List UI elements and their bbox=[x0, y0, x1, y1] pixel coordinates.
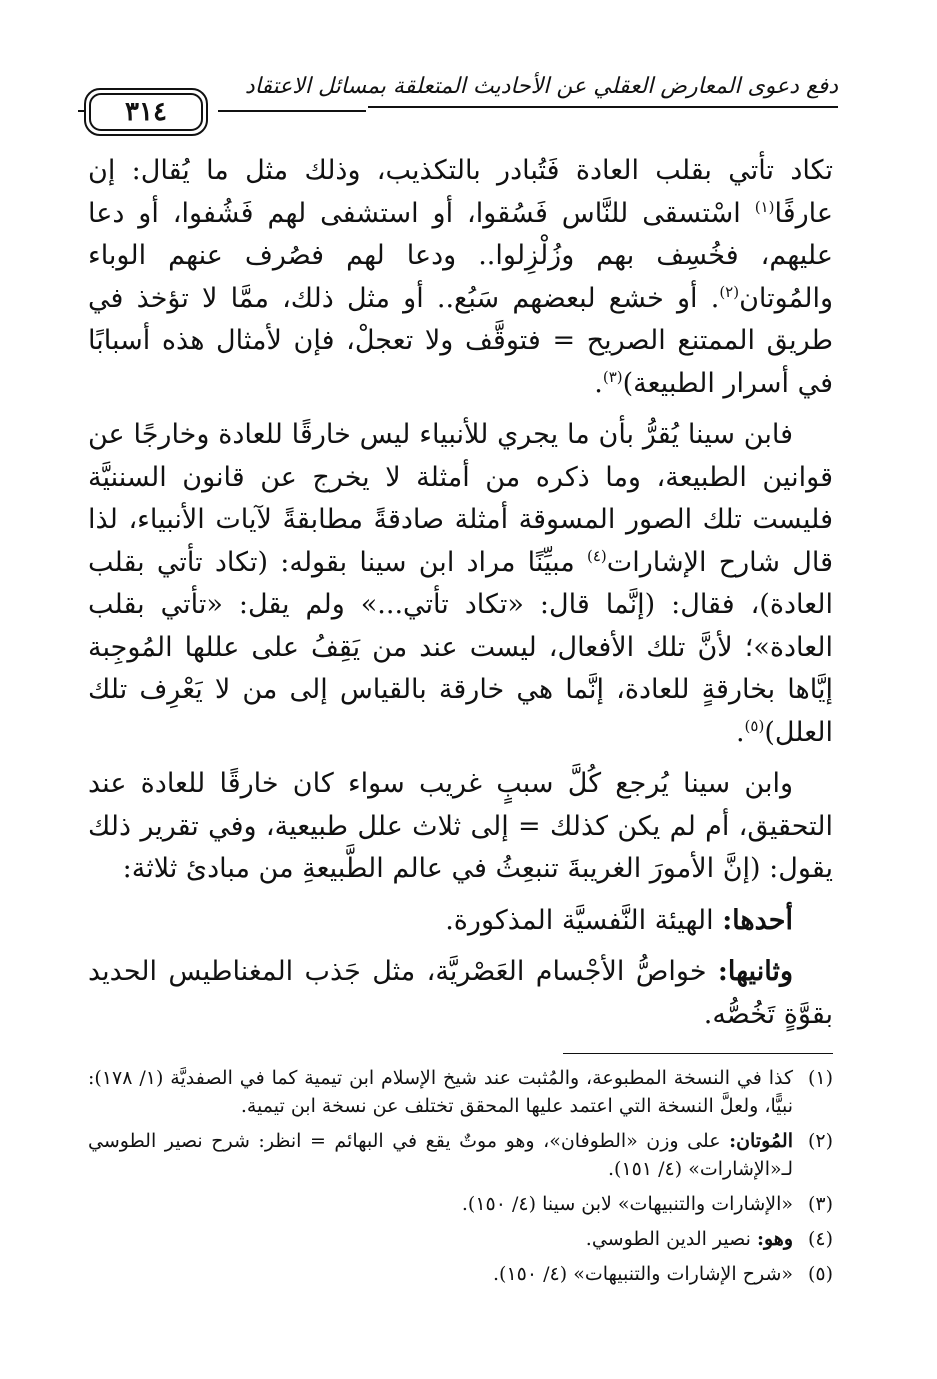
footnote-body: نصير الدين الطوسي. bbox=[585, 1228, 757, 1250]
footnotes bbox=[88, 1064, 833, 1295]
paragraph-1-end: . bbox=[594, 367, 603, 399]
footnote-text bbox=[88, 1127, 793, 1183]
paragraph-2-part1: فابن سينا يُقرُّ بأن ما يجري للأنبياء ليس خارقًا للعادة وخارجًا عن قوانين الطبيعة، وما ذكره من أمثلة لا يخرج عن قانون السننيَّة فليست تلك الصور المسوقة أمثلة صادقةً مطابقةً لآيات الأنبياء، لذا قال شارح الإشارات bbox=[88, 419, 833, 578]
footnote-number: (٤) bbox=[807, 1228, 833, 1250]
footnote bbox=[88, 1190, 833, 1218]
footnote bbox=[88, 1064, 833, 1120]
header-rule bbox=[368, 106, 838, 108]
footnote bbox=[88, 1225, 833, 1253]
footnote-ref-1: (١) bbox=[754, 197, 775, 216]
paragraph-1 bbox=[88, 150, 833, 405]
main-text bbox=[88, 150, 833, 1045]
list-item-text: الهيئة النَّفسيَّة المذكورة. bbox=[445, 904, 723, 936]
footnote bbox=[88, 1127, 833, 1183]
footnote-ref-3: (٣) bbox=[602, 367, 623, 386]
footnote-number: (١) bbox=[807, 1067, 833, 1089]
paragraph-2-part2: مبيِّنًا مراد ابن سينا بقوله: (تكاد تأتي بقلب العادة)، فقال: (إنَّما قال: «تكاد تأتي...» ولم يقل: «تأتي بقلب العادة»؛ لأنَّ تلك الأفعال، ليست عند من يَقِفُ على عللها المُوجِبة إيَّاها بخارقةٍ للعادة، إنَّما هي خارقة بالقياس إلى من لا يَعْرِف تلك العلل) bbox=[88, 546, 833, 748]
page-number-box bbox=[84, 88, 208, 136]
footnote-number: (٥) bbox=[807, 1263, 833, 1285]
paragraph-1-part1: تكاد تأتي بقلب العادة فَتُبادر بالتكذيب، وذلك مثل ما يُقال: إن عارفًا bbox=[88, 155, 833, 229]
footnote-text bbox=[88, 1190, 793, 1218]
footnote-lead: وهو: bbox=[756, 1228, 793, 1250]
page-number-frame bbox=[84, 88, 208, 136]
header-rule-right bbox=[218, 110, 366, 112]
footnote-body: «شرح الإشارات والتنبيهات» (٤/ ١٥٠). bbox=[493, 1263, 793, 1285]
footnote-text bbox=[88, 1260, 793, 1288]
paragraph-3: وابن سينا يُرجع كُلَّ سببٍ غريب سواء كان خارقًا للعادة عند التحقيق، أم لم يكن كذلك = إلى ثلاث علل طبيعية، وفي تقرير ذلك يقول: (إنَّ الأمورَ الغريبةَ تنبعِثُ في عالم الطَّبيعةِ من مبادئ ثلاثة: bbox=[88, 768, 833, 884]
paragraph-1-part3: . أو خشع لبعضهم سَبُع.. أو مثل ذلك، ممَّا لا تؤخذ في طريق الممتنع الصريح = فتوقَّف ولا تعجلْ، فإن لأمثال هذه أسبابًا في أسرار الطبيعة) bbox=[88, 282, 833, 399]
footnote-ref-5: (٥) bbox=[744, 716, 765, 735]
footnote bbox=[88, 1260, 833, 1288]
paragraph-2-end: . bbox=[735, 716, 745, 748]
list-item-lead: وثانيها: bbox=[717, 956, 793, 987]
footnote-text bbox=[88, 1064, 793, 1120]
list-item bbox=[88, 900, 833, 943]
footnote-separator bbox=[563, 1053, 833, 1054]
footnote-body: «الإشارات والتنبيهات» لابن سينا (٤/ ١٥٠). bbox=[461, 1193, 793, 1215]
list-item bbox=[88, 951, 833, 1036]
footnote-lead: المُوتان: bbox=[729, 1130, 793, 1152]
footnote-number: (٢) bbox=[807, 1130, 833, 1152]
footnote-body: كذا في النسخة المطبوعة، والمُثبت عند شيخ الإسلام ابن تيمية كما في الصفديَّة (١/ ١٧٨): نبيًّا، ولعلَّ النسخة التي اعتمد عليها المحقق تختلف عن نسخة ابن تيمية. bbox=[88, 1067, 793, 1117]
footnote-body: على وزن «الطوفان»، وهو موتٌ يقع في البهائم = انظر: شرح نصير الطوسي لـ«الإشارات» (٤/ ١٥١). bbox=[88, 1130, 793, 1180]
running-title: دفع دعوى المعارض العقلي عن الأحاديث المتعلقة بمسائل الاعتقاد bbox=[244, 74, 838, 99]
paragraph-2 bbox=[88, 414, 833, 754]
footnote-number: (٣) bbox=[807, 1193, 833, 1215]
paragraph-1-part2: اسْتسقى للنَّاس فَسُقوا، أو استشفى لهم فَشُفوا، أو دعا عليهم، فخُسِف بهم وزُلْزِلوا.. ودعا لهم فصُرف عنهم الوباء والمُوتان bbox=[88, 197, 833, 314]
page-number: ٣١٤ bbox=[89, 93, 203, 131]
footnote-ref-4: (٤) bbox=[587, 546, 607, 565]
list-item-lead: أحدها: bbox=[722, 904, 793, 936]
page-header bbox=[78, 62, 838, 132]
list-item-text: خواصُّ الأجْسام العَصْريَّة، مثل جَذب المغناطيس الحديد بقوَّةٍ تَخُصُّه. bbox=[88, 956, 833, 1030]
footnote-ref-2: (٢) bbox=[719, 282, 740, 301]
footnote-text bbox=[88, 1225, 793, 1253]
